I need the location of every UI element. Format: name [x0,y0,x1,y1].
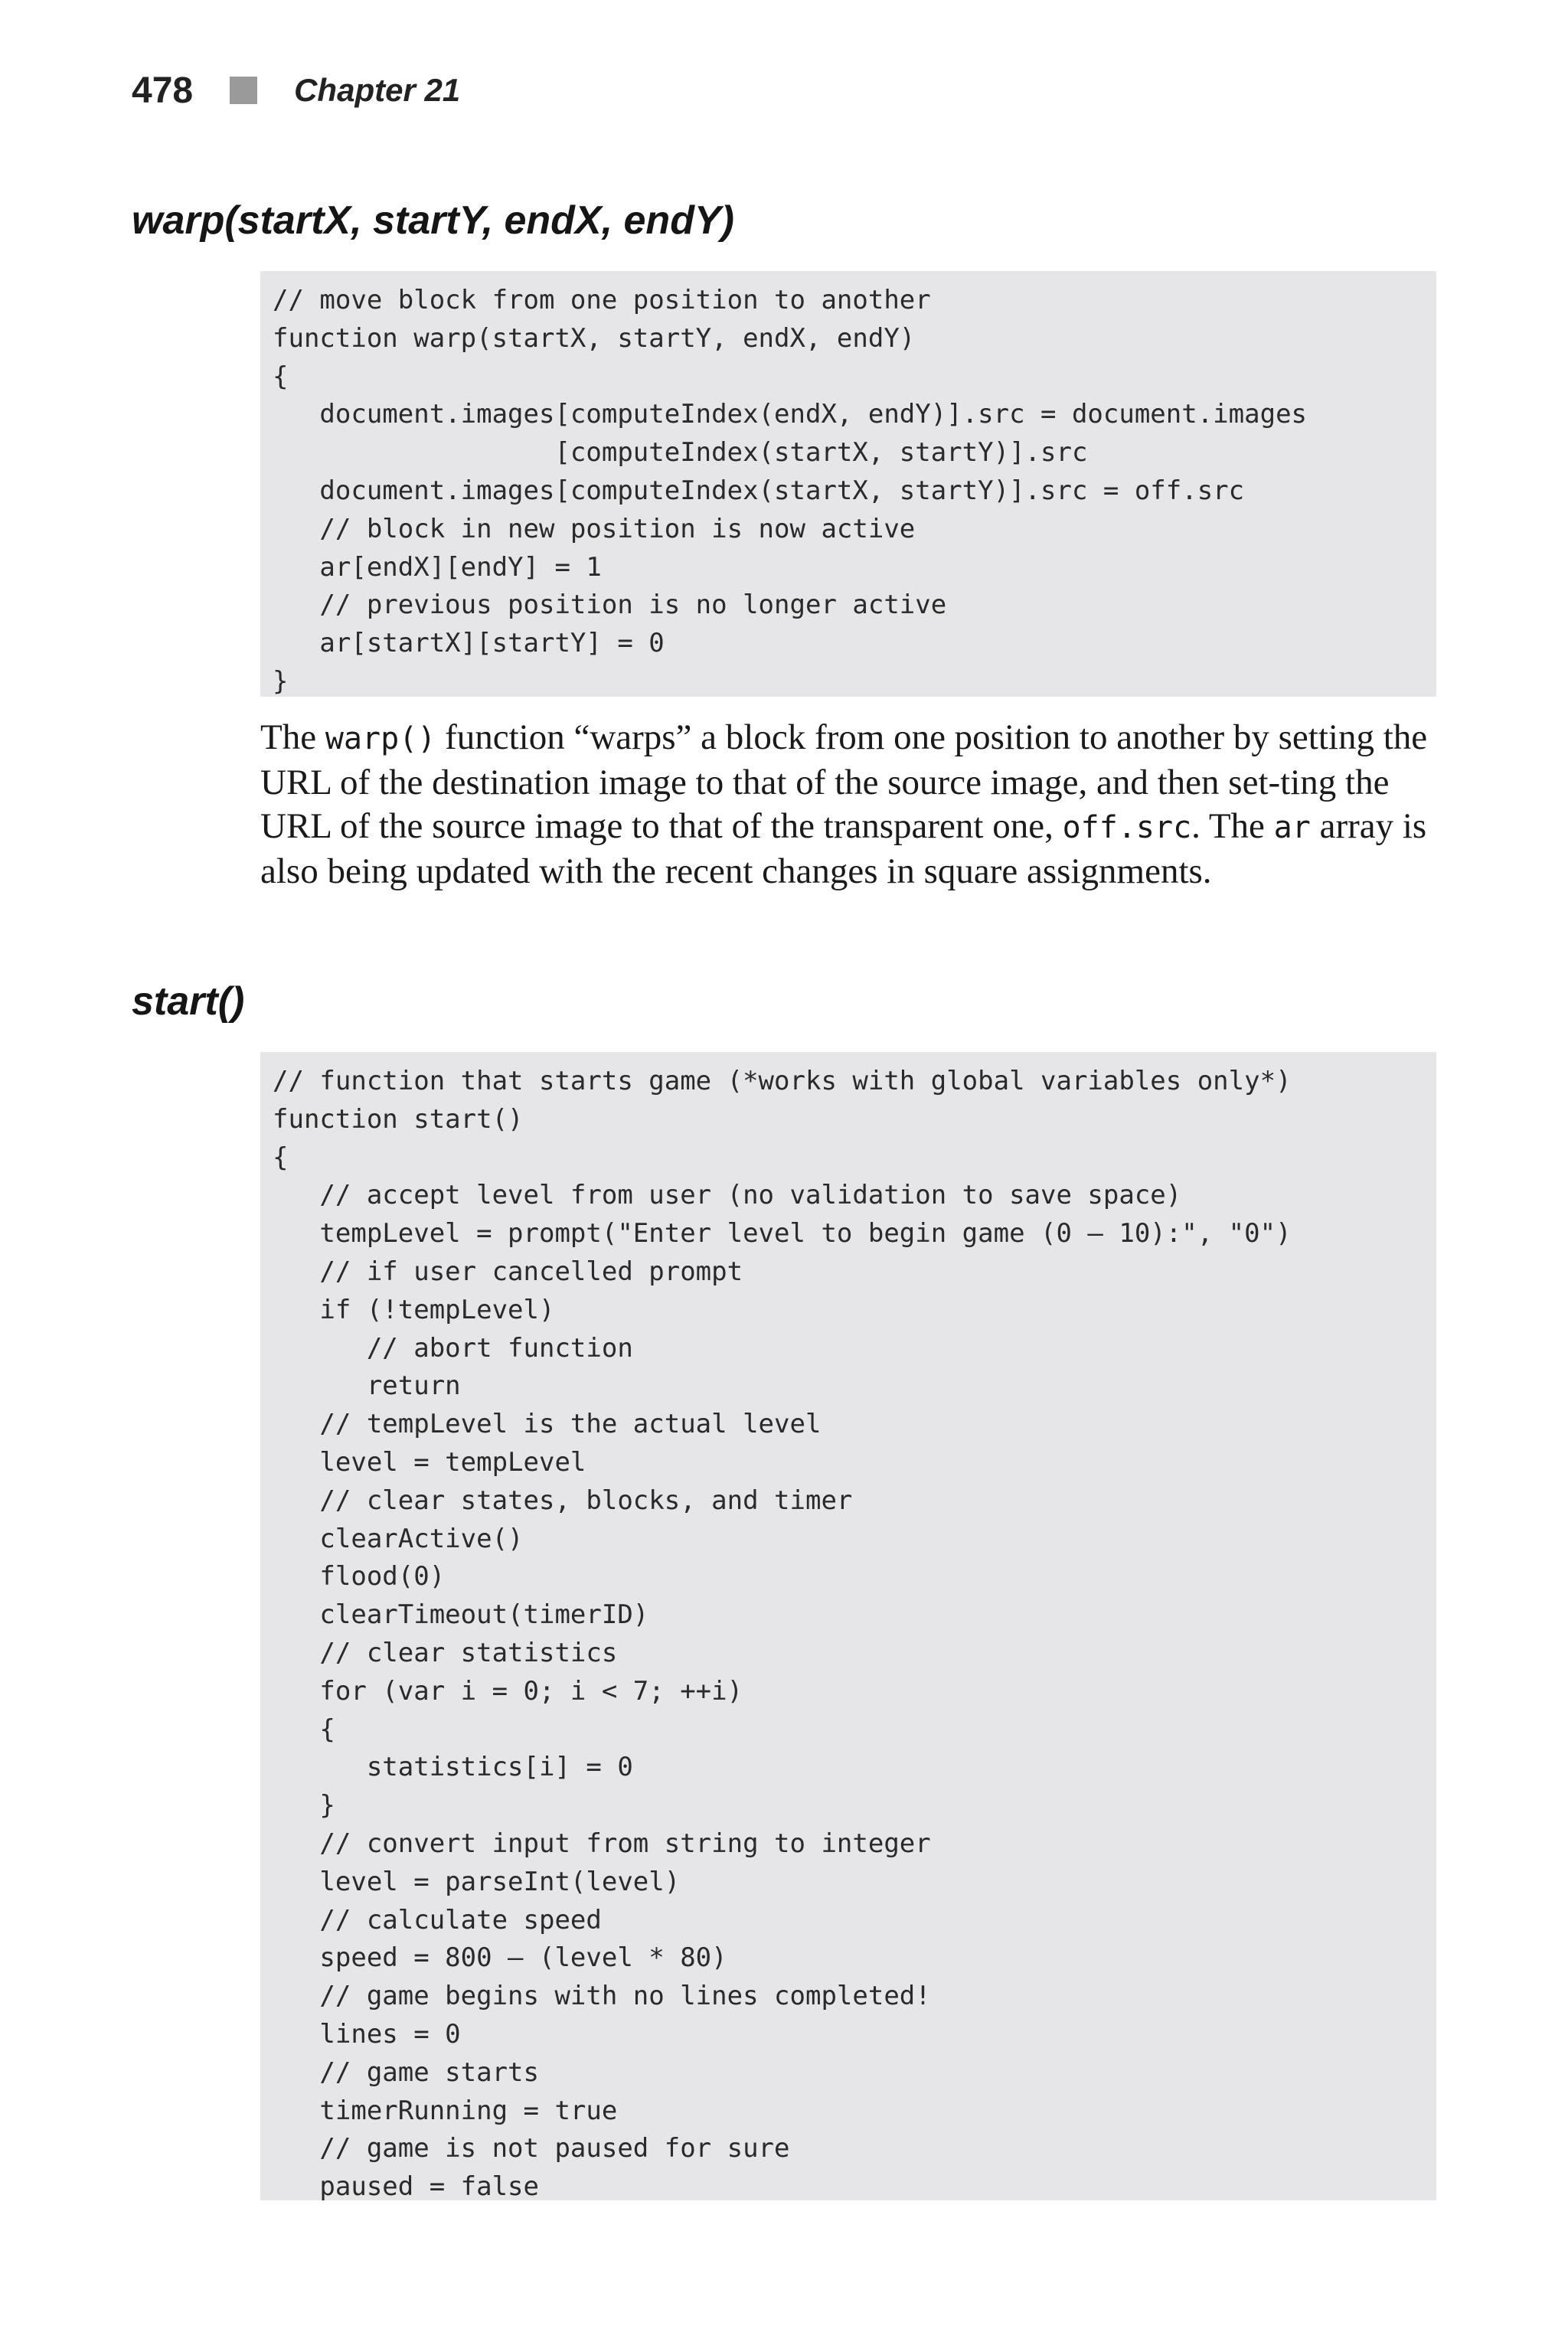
code-line: { [273,361,289,392]
code-line: // calculate speed [273,1904,602,1936]
code-block-start [260,1052,1436,2203]
code-line: ar[endX][endY] = 1 [273,551,602,583]
code-line: // game is not paused for sure [273,2133,790,2164]
code-line: function warp(startX, startY, endX, endY) [273,322,916,354]
code-line: for (var i = 0; i < 7; ++i) [273,1675,743,1707]
code-line: // tempLevel is the actual level [273,1409,822,1440]
code-line: // game begins with no lines completed! [273,1981,931,2012]
code-line: // clear statistics [273,1637,618,1668]
code-line: ar[startX][startY] = 0 [273,628,665,659]
code-line: document.images[computeIndex(startX, startY)].src = off.src [273,475,1245,506]
code-line: // abort function [273,1332,633,1364]
code-line: // function that starts game (*works with global variables only*) [273,1066,1292,1096]
code-line: clearActive() [273,1523,524,1554]
section-heading-start: start() [132,979,245,1024]
code-line: // previous position is no longer active [273,590,947,621]
code-line: statistics[i] = 0 [273,1752,633,1783]
inline-code: warp() [325,721,436,756]
header-square-icon [230,77,257,104]
chapter-title: Chapter 21 [294,72,461,108]
page-number: 478 [132,70,194,111]
code-line: clearTimeout(timerID) [273,1599,649,1631]
code-line: [computeIndex(startX, startY)].src [273,437,1088,469]
code-line: // game starts [273,2056,539,2088]
inline-code: ar [1273,810,1311,845]
code-line: level = tempLevel [273,1446,586,1478]
code-line: } [273,665,289,697]
code-line: // move block from one position to another [273,285,931,315]
paragraph-text: . The [1191,806,1274,846]
body-paragraph [260,716,1439,893]
code-line: level = parseInt(level) [273,1866,681,1897]
code-line: { [273,1713,335,1745]
code-line: lines = 0 [273,2018,461,2050]
paragraph-text: The [260,717,325,757]
code-block-warp [260,271,1436,697]
code-line: // convert input from string to integer [273,1828,931,1859]
code-line: tempLevel = prompt("Enter level to begin game (0 – 10):", "0") [273,1218,1292,1250]
inline-code: off.src [1062,810,1192,845]
paragraph-text: function “warps” a block from one position to another by setting the URL of the destination image to that of the source image, and then set-ting the URL of the source image to that of the transparent one, [260,717,1428,846]
paragraph-text: array is also being updated with the recent changes in square assignments. [260,806,1427,891]
code-line: timerRunning = true [273,2095,618,2126]
code-line: // accept level from user (no validation to save space) [273,1180,1182,1211]
code-line: flood(0) [273,1561,446,1592]
code-line: speed = 800 – (level * 80) [273,1942,727,1974]
code-line: // if user cancelled prompt [273,1256,743,1287]
code-line: // block in new position is now active [273,513,916,544]
code-line: function start() [273,1103,524,1135]
code-line: { [273,1142,289,1173]
code-line: // clear states, blocks, and timer [273,1485,853,1516]
code-line: } [273,1790,335,1821]
section-heading-warp: warp(startX, startY, endX, endY) [132,198,734,243]
code-line: paused = false [273,2171,539,2203]
code-line: document.images[computeIndex(endX, endY)].src = document.images [273,399,1308,430]
page-header [132,67,460,113]
code-line: return [273,1370,461,1402]
code-line: if (!tempLevel) [273,1294,555,1325]
